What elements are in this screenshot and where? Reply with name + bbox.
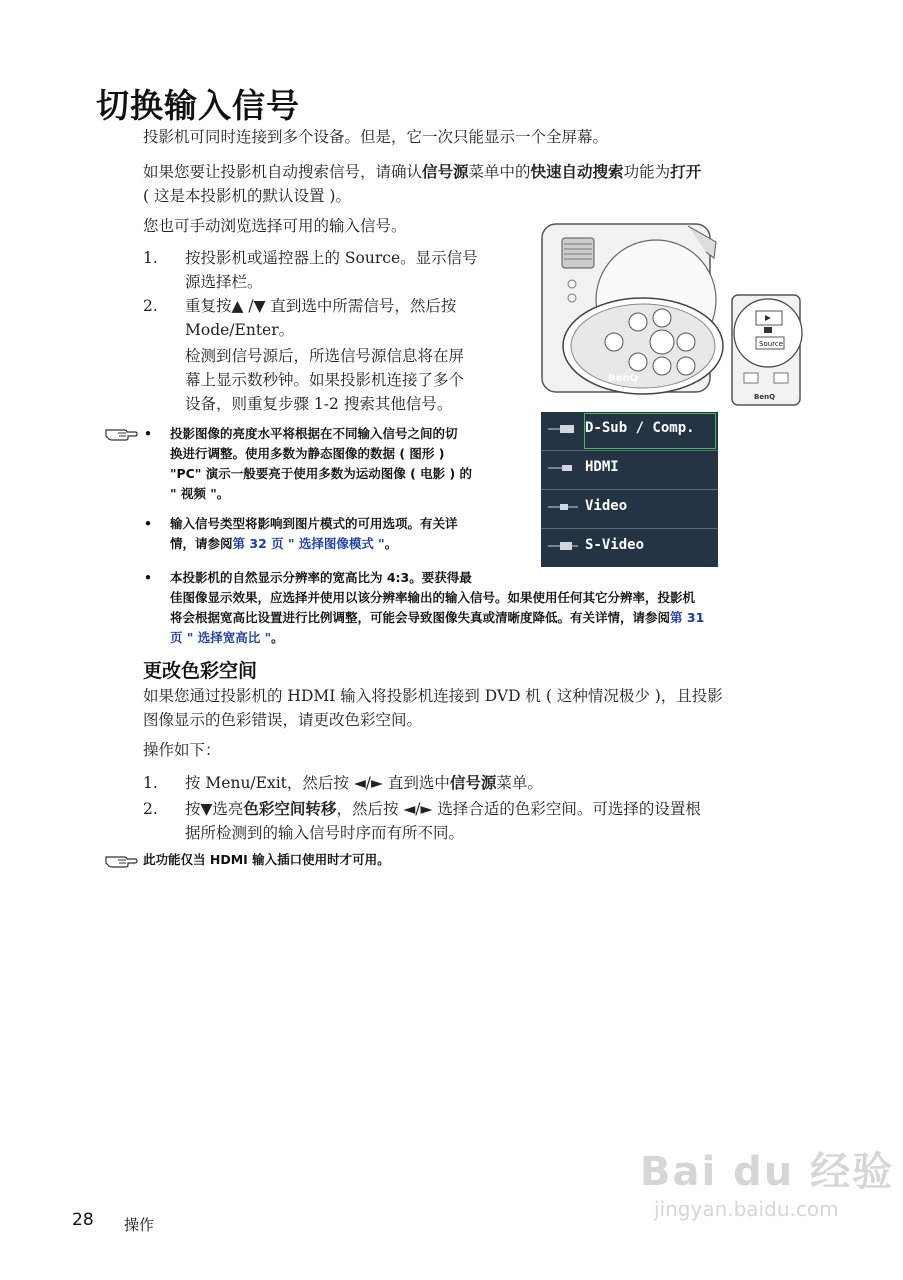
projector-brand-label: BenQ: [608, 373, 639, 384]
link-aspect-ratio[interactable]: 第 31: [670, 610, 705, 625]
note-resolution: • 本投影机的自然显示分辨率的宽高比为 4:3。要获得最 佳图像显示效果，应选择并使用以该分辨率输出的输入信号。如果使用任何其它分辨率，投影机 将会根据宽高比设置进行比例调整，可能会导致图像失真或清晰度降低。有关详情，请参阅第 31 页 " 选择宽高比 "。: [144, 570, 705, 645]
step-number: 2.: [143, 297, 158, 315]
source-selection-menu: [541, 412, 718, 567]
source-item-svideo[interactable]: S-Video: [541, 529, 718, 567]
note-hdmi-only: 此功能仅当 HDMI 输入插口使用时才可用。: [143, 852, 390, 867]
source-item-dsub[interactable]: D-Sub / Comp.: [541, 412, 718, 450]
remote-source-label: Source: [759, 340, 784, 348]
page-title: 切换输入信号: [96, 86, 300, 125]
footer-section-label: 操作: [124, 1216, 155, 1234]
projector-illustration: [538, 218, 728, 398]
color-step-2: 2. 按▼选亮色彩空间转移，然后按 ◄/► 选择合适的色彩空间。可选择的设置根 据所检测到的输入信号时序而有所不同。: [143, 800, 701, 842]
baidu-watermark: Bai du 经验 jingyan.baidu.com: [640, 1149, 895, 1221]
note-hand-icon: [104, 424, 138, 442]
step-2-detail: 检测到信号源后，所选信号源信息将在屏 幕上显示数秒钟。如果投影机连接了多个 设备，则重复步骤 1-2 搜索其他信号。: [185, 347, 465, 413]
intro-paragraph-3: 您也可手动浏览选择可用的输入信号。: [143, 217, 407, 235]
connector-icon: [548, 541, 580, 551]
link-picture-mode[interactable]: 第 32 页 " 选择图像模式 ": [232, 536, 385, 551]
source-item-video[interactable]: Video: [541, 490, 718, 528]
note-signal-type: • 输入信号类型将影响到图片模式的可用选项。有关详 情，请参阅第 32 页 " 选择图像模式 "。: [144, 516, 458, 551]
page-number: 28: [72, 1210, 94, 1230]
section-heading-color-space: 更改色彩空间: [143, 660, 258, 682]
connector-icon: [548, 502, 580, 512]
step-number: 1.: [143, 249, 158, 267]
operation-intro: 操作如下：: [143, 741, 221, 759]
step-1: 1. 按投影机或遥控器上的 Source。显示信号 源选择栏。: [143, 246, 523, 294]
source-item-hdmi[interactable]: HDMI: [541, 451, 718, 489]
intro-paragraph-2: 如果您要让投影机自动搜索信号，请确认信号源菜单中的快速自动搜索功能为打开 ( 这是本投影机的默认设置 )。: [143, 163, 702, 205]
color-space-paragraph: 如果您通过投影机的 HDMI 输入将投影机连接到 DVD 机 ( 这种情况极少 )，且投影 图像显示的色彩错误，请更改色彩空间。: [143, 687, 723, 729]
intro-paragraph-1: 投影机可同时连接到多个设备。但是，它一次只能显示一个全屏幕。: [143, 128, 609, 146]
color-step-1: 1. 按 Menu/Exit，然后按 ◄/► 直到选中信号源菜单。: [143, 774, 543, 792]
remote-brand-label: BenQ: [754, 393, 776, 401]
note-brightness: • 投影图像的亮度水平将根据在不同输入信号之间的切 换进行调整。使用多数为静态图像的数据 ( 图形 ) "PC" 演示一般要亮于使用多数为运动图像 ( 电影 ) 的 " 视频 "。: [144, 426, 473, 501]
remote-illustration: [728, 293, 804, 408]
connector-icon: [548, 424, 580, 434]
step-2: 2. 重复按▲ /▼ 直到选中所需信号，然后按 Mode/Enter。: [143, 294, 523, 342]
link-aspect-ratio-cont[interactable]: 页 " 选择宽高比 ": [170, 630, 272, 645]
connector-icon: [548, 463, 580, 473]
note-hand-icon: [104, 851, 138, 869]
